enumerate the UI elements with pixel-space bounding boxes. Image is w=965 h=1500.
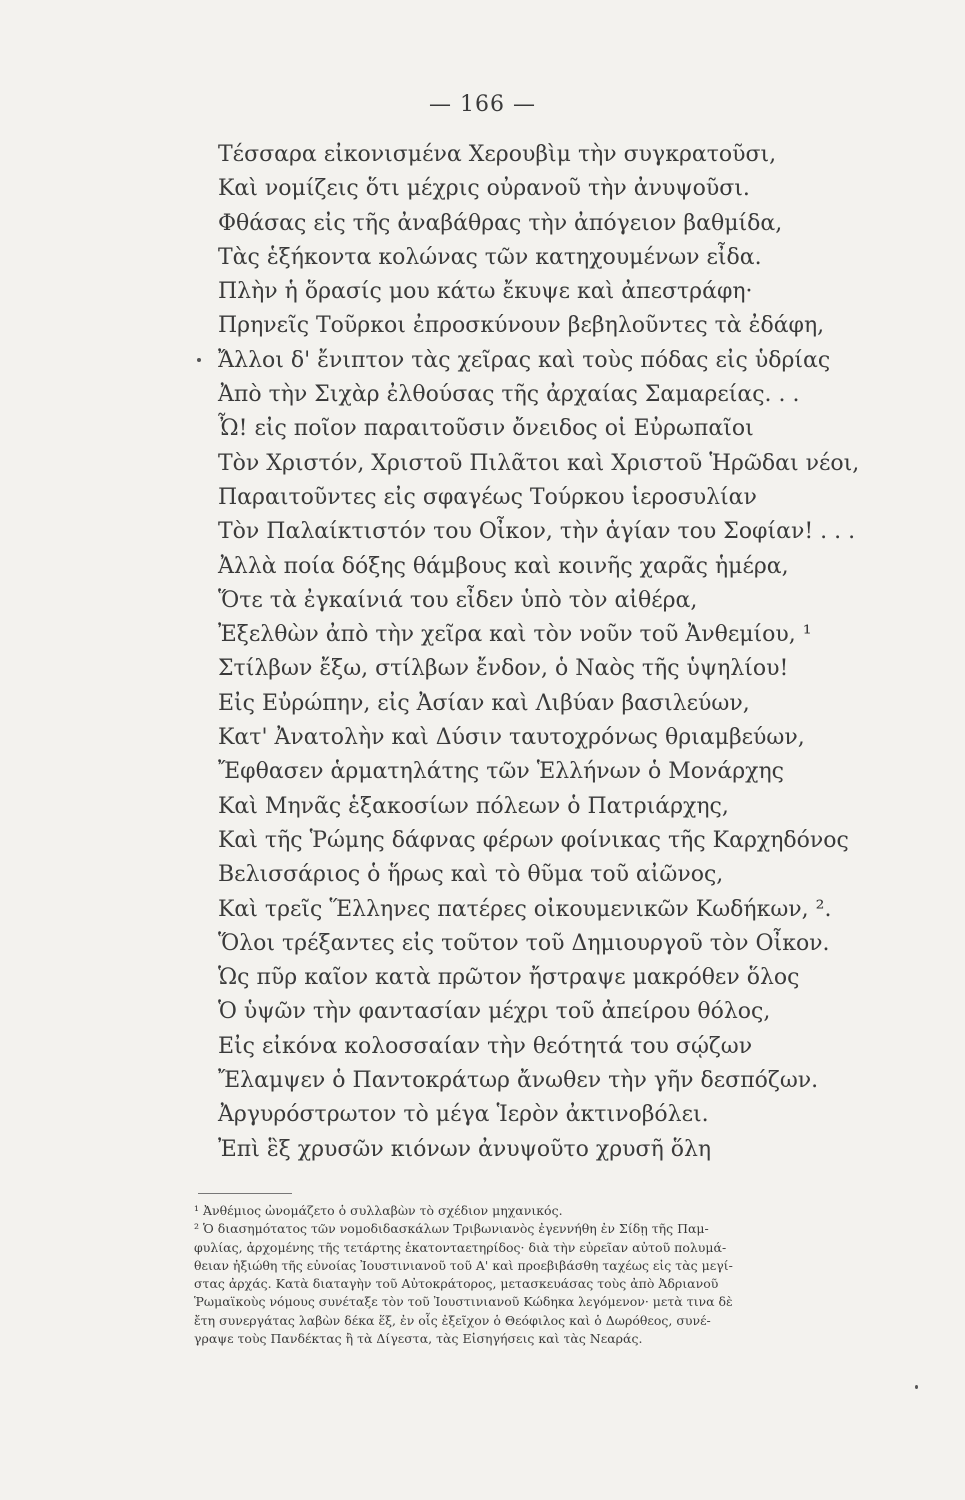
verse-line: Στίλβων ἔξω, στίλβων ἔνδον, ὁ Ναὸς τῆς ὑψηλίου! xyxy=(218,656,789,682)
verse-line: Ὦ! εἰς ποῖον παραιτοῦσιν ὄνειδος οἱ Εὐρωπαῖοι xyxy=(218,416,754,442)
verse-line: Ὡς πῦρ καῖον κατὰ πρῶτον ἤστραψε μακρόθεν ὅλος xyxy=(218,965,800,991)
verse-line: Εἰς εἰκόνα κολοσσαίαν τὴν θεότητά του σῴζων xyxy=(218,1033,753,1059)
footnote-line: στας ἀρχάς. Κατὰ διαταγὴν τοῦ Αὐτοκράτορος, μετασκευάσας τοὺς ἀπὸ Ἀδριανοῦ xyxy=(194,1276,719,1292)
footnote-line: ² Ὁ διασημότατος τῶν νομοδιδασκάλων Τριβωνιανὸς ἐγεννήθη ἐν Σίδῃ τῆς Παμ- xyxy=(194,1221,709,1237)
verse-line: Φθάσας εἰς τῆς ἀναβάθρας τὴν ἀπόγειον βαθμίδα, xyxy=(218,210,783,236)
footnote-line: ἔτη συνεργάτας λαβὼν δέκα ἕξ, ἐν οἷς ἐξεῖχον ὁ Θεόφιλος καὶ ὁ Δωρόθεος, συνέ- xyxy=(194,1312,711,1328)
verse-line: Καὶ Μηνᾶς ἑξακοσίων πόλεων ὁ Πατριάρχης, xyxy=(218,793,729,819)
verse-line: Ἔλαμψεν ὁ Παντοκράτωρ ἄνωθεν τὴν γῆν δεσπόζων. xyxy=(218,1068,819,1094)
verse-line: Εἰς Εὐρώπην, εἰς Ἀσίαν καὶ Λιβύαν βασιλεύων, xyxy=(218,690,750,716)
verse-line: Βελισσάριος ὁ ἥρως καὶ τὸ θῦμα τοῦ αἰῶνος, xyxy=(218,862,724,888)
verse-line: Ἄλλοι δ' ἔνιπτον τὰς χεῖρας καὶ τοὺς πόδας εἰς ὑδρίας xyxy=(218,347,831,373)
footnote-line: Ῥωμαϊκοὺς νόμους συνέταξε τὸν τοῦ Ἰουστινιανοῦ Κώδηκα λεγόμενον· μετὰ τινα δὲ xyxy=(194,1294,733,1310)
footnote-line: γραψε τοὺς Πανδέκτας ἢ τὰ Δίγεστα, τὰς Εἰσηγήσεις καὶ τὰς Νεαράς. xyxy=(194,1331,643,1347)
verse-line: Καὶ νομίζεις ὅτι μέχρις οὐρανοῦ τὴν ἀνυψοῦσι. xyxy=(218,176,750,202)
verse-line: Τὰς ἑξήκοντα κολώνας τῶν κατηχουμένων εἶδα. xyxy=(218,244,762,270)
verse-line: Καὶ τῆς Ῥώμης δάφνας φέρων φοίνικας τῆς Καρχηδόνος xyxy=(218,827,849,853)
verse-line: Πλὴν ἡ ὅρασίς μου κάτω ἔκυψε καὶ ἀπεστράφη· xyxy=(218,279,753,305)
ink-speck xyxy=(197,358,201,362)
verse-line: Ὅλοι τρέξαντες εἰς τοῦτον τοῦ Δημιουργοῦ τὸν Οἶκον. xyxy=(218,930,830,956)
page-number: — 166 — xyxy=(429,92,536,117)
ink-speck xyxy=(915,1385,918,1389)
footnote-line: θειαν ἠξιώθη τῆς εὐνοίας Ἰουστινιανοῦ τοῦ Α' καὶ προεβιβάσθη ταχέως εἰς τὰς μεγί- xyxy=(194,1257,733,1273)
footnotes xyxy=(194,1202,794,1348)
verse-line: Ὁ ὑψῶν τὴν φαντασίαν μέχρι τοῦ ἀπείρου θόλος, xyxy=(218,999,771,1025)
footnote-line: φυλίας, ἀρχομένης τῆς τετάρτης ἑκατονταετηρίδος· διὰ τὴν εὐρεῖαν αὐτοῦ πολυμά- xyxy=(194,1239,727,1255)
verse-line: Ἔφθασεν ἁρματηλάτης τῶν Ἑλλήνων ὁ Μονάρχης xyxy=(218,759,784,785)
footnote-divider xyxy=(198,1193,292,1194)
verse-line: Ὅτε τὰ ἐγκαίνιά του εἶδεν ὑπὸ τὸν αἰθέρα, xyxy=(218,587,698,613)
verse-line: Τὸν Χριστόν, Χριστοῦ Πιλᾶτοι καὶ Χριστοῦ Ἡρῶδαι νέοι, xyxy=(218,450,860,476)
footnote-line: ¹ Ἀνθέμιος ὠνομάζετο ὁ συλλαβὼν τὸ σχέδιον μηχανικός. xyxy=(194,1203,563,1218)
verse-line: Κατ' Ἀνατολὴν καὶ Δύσιν ταυτοχρόνως θριαμβεύων, xyxy=(218,725,805,751)
verse-line: Ἀργυρόστρωτον τὸ μέγα Ἱερὸν ἀκτινοβόλει. xyxy=(218,1102,709,1128)
verse-line: Ἀλλὰ ποία δόξης θάμβους καὶ κοινῆς χαρᾶς ἡμέρα, xyxy=(218,553,789,579)
verse-line: Παραιτοῦντες εἰς σφαγέως Τούρκου ἱεροσυλίαν xyxy=(218,484,757,510)
verse-line: Πρηνεῖς Τοῦρκοι ἐπροσκύνουν βεβηλοῦντες τὰ ἐδάφη, xyxy=(218,313,825,339)
poem-text xyxy=(218,138,918,1167)
verse-line: Ἐπὶ ἓξ χρυσῶν κιόνων ἀνυψοῦτο χρυσῆ ὅλη xyxy=(218,1136,712,1162)
verse-line: Τὸν Παλαίκτιστόν του Οἶκον, τὴν ἁγίαν του Σοφίαν! . . . xyxy=(218,519,856,545)
verse-line: Ἐξελθὼν ἀπὸ τὴν χεῖρα καὶ τὸν νοῦν τοῦ Ἀνθεμίου, ¹ xyxy=(218,622,812,648)
verse-line: Ἀπὸ τὴν Σιχὰρ ἐλθούσας τῆς ἀρχαίας Σαμαρείας. . . xyxy=(218,382,800,408)
verse-line: Καὶ τρεῖς Ἕλληνες πατέρες οἰκουμενικῶν Κωδήκων, ². xyxy=(218,896,832,922)
verse-line: Τέσσαρα εἰκονισμένα Χερουβὶμ τὴν συγκρατοῦσι, xyxy=(218,142,777,167)
